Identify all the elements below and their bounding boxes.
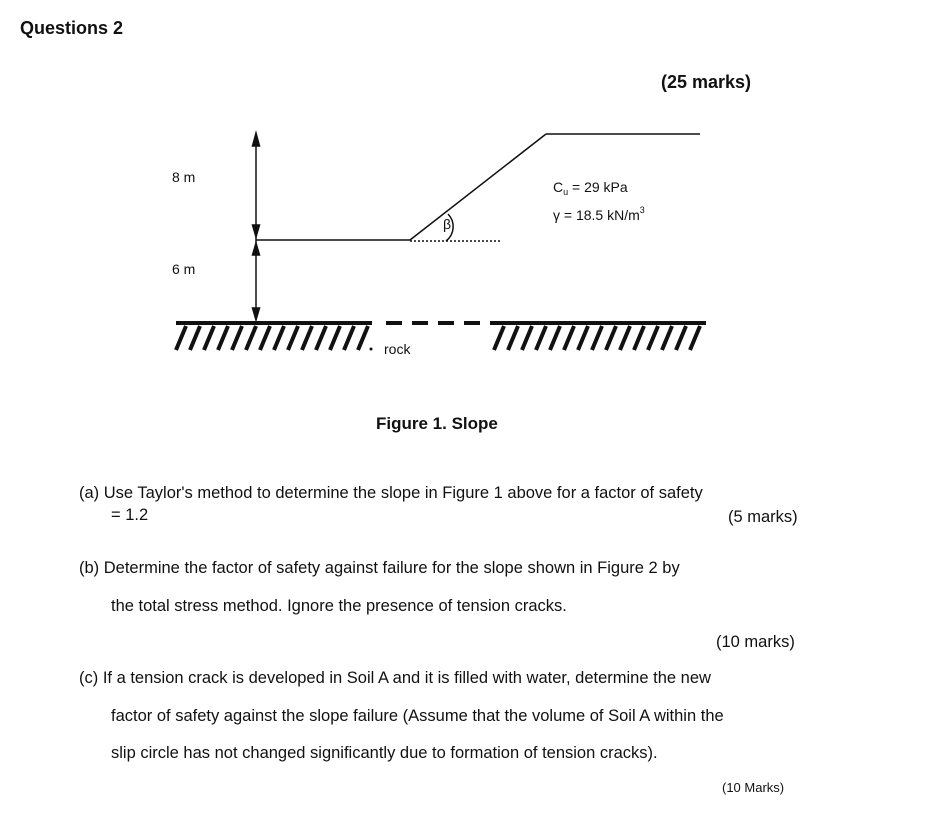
question-b-line2: the total stress method. Ignore the presence of tension cracks.: [111, 597, 567, 615]
cohesion-value: = 29 kPa: [568, 179, 628, 195]
ground-hatch: [176, 323, 706, 350]
question-c-line2: factor of safety against the slope failure (Assume that the volume of Soil A within the: [111, 707, 724, 725]
unit-weight-text: γ = 18.5 kN/m: [553, 207, 640, 223]
cohesion-symbol: C: [553, 179, 564, 195]
question-b-marks: (10 marks): [716, 633, 795, 651]
rock-pointer-dot: [370, 348, 373, 351]
beta-label: β: [443, 216, 452, 232]
unit-weight-superscript: 3: [639, 205, 645, 215]
question-c-line1: (c) If a tension crack is developed in Soil A and it is filled with water, determine the new: [79, 669, 711, 687]
height-top-label: 8 m: [172, 169, 196, 185]
slope-profile: [256, 134, 700, 241]
cohesion-subscript: u: [563, 187, 569, 197]
height-bottom-label: 6 m: [172, 261, 196, 277]
question-a-marks: (5 marks): [728, 508, 798, 526]
question-a-line1: (a) Use Taylor's method to determine the slope in Figure 1 above for a factor of safety: [79, 484, 703, 502]
figure-caption: Figure 1. Slope: [376, 414, 498, 433]
dimension-line: [253, 133, 260, 320]
unit-weight-label: [553, 205, 645, 223]
question-c-marks: (10 Marks): [722, 780, 785, 795]
total-marks: (25 marks): [661, 72, 752, 92]
question-b-line1: (b) Determine the factor of safety against failure for the slope shown in Figure 2 by: [79, 559, 680, 577]
rock-label: rock: [384, 341, 411, 357]
question-c-line3: slip circle has not changed significantly due to formation of tension cracks).: [111, 744, 658, 762]
question-title: Questions 2: [20, 18, 124, 38]
cohesion-label: [553, 179, 628, 197]
question-a-line2: = 1.2: [111, 506, 149, 524]
